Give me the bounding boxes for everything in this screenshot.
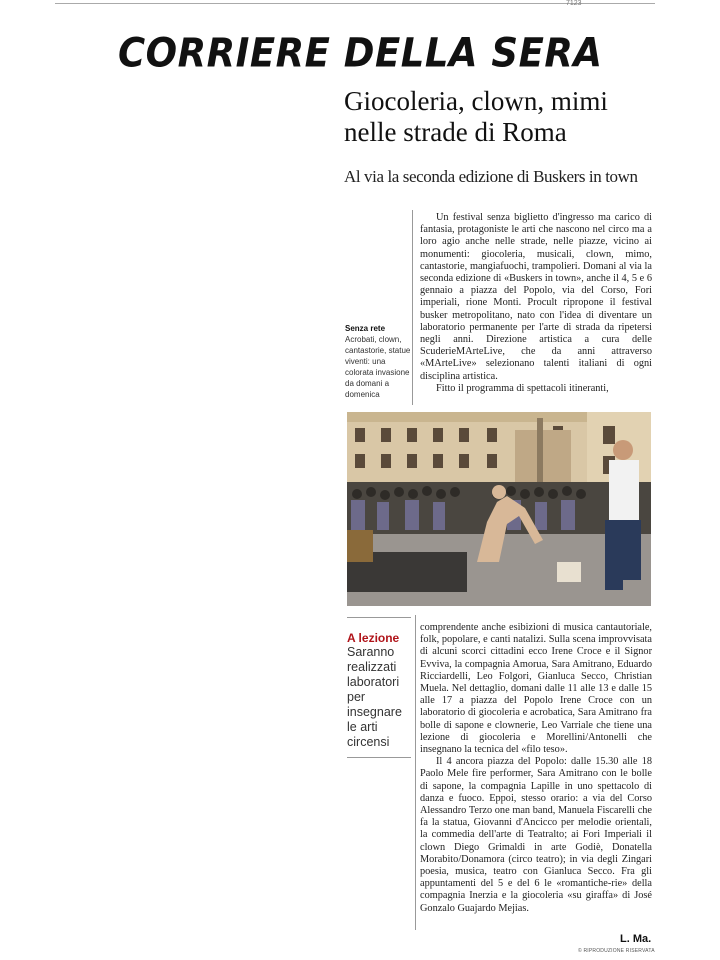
article-column-bottom <box>420 622 652 915</box>
photo-caption-text: Acrobati, clown, cantastorie, statue viventi: una colorata invasione da domani a domenica <box>345 335 411 399</box>
article-paragraph-3: Il 4 ancora piazza del Popolo: dalle 15.30 alle 18 Paolo Mele fire performer, Sara Amitrano con le bolle di sapone, la compagnia Lapille in uno spettacolo di danza e fuoco. Eppoi, stesso orario: a via del Corso Alessandro Terzo one man band, Manuela Fiscarelli che fa la statua, Giovanni d'Ancicco per melodie orientali, la commedia dell'arte di Teatralto; ai Fori Imperiali il clown Diego Grimaldi in arte Godiè, Donatella Morabito/Donamora (circo teatro); in via degli Zingari poesia, musica, teatro con Gianluca Secco. Fra gli appuntamenti del 5 e del 6 le «romantiche-rie» della compagnia Inerzia e la giocoleria «su giraffa» di José Gonzalo Guajardo Mejias. <box>420 756 652 914</box>
author-signature: L. Ma. <box>620 933 652 945</box>
photo-caption-title: Senza rete <box>345 324 386 333</box>
masthead-logo: CORRIERE DELLA SERA <box>118 30 603 77</box>
column-divider <box>412 210 413 405</box>
sidebar-top-rule <box>347 617 411 618</box>
photo-illustration <box>347 412 651 606</box>
headline-line-2: nelle strade di Roma <box>344 117 567 147</box>
street-performer-photo <box>347 412 651 606</box>
top-rule <box>55 3 655 4</box>
sidebar-text: Saranno realizzati laboratori per insegnare le arti circensi <box>347 645 402 749</box>
article-paragraph-1: Un festival senza biglietto d'ingresso ma carico di fantasia, protagoniste le arti che nascono nel circo ma a loro agio anche nelle strade, nelle piazze, vicino ai monumenti: giocoleria, musicali, clown, mimo, cantastorie, mangiafuochi, trampolieri. Domani al via la seconda edizione di «Buskers in town», anche il 4, 5 e 6 gennaio a piazza del Popolo, via del Corso, Fori imperiali, rione Monti. Procult ripropone il festival busker metropolitano, nato con l'idea di diventare un laboratorio permanente per l'arte di strada da ripetersi negli anni. Direzione artistica a cura delle ScuderieMArteLive, che da anni attraverso «MArteLive» selezionano talenti italiani di ogni disciplina artistica. <box>420 212 652 382</box>
article-column-top <box>420 212 652 395</box>
sidebar-title: A lezione <box>347 631 400 645</box>
headline <box>344 86 674 148</box>
page-mark: 7123 <box>566 0 582 7</box>
rights-notice: © RIPRODUZIONE RISERVATA <box>578 948 655 954</box>
article-paragraph-2-start: Fitto il programma di spettacoli itineranti, <box>436 382 609 394</box>
photo-caption <box>345 323 411 400</box>
sidebar-bottom-rule <box>347 757 411 758</box>
article-paragraph-2-cont: comprendente anche esibizioni di musica cantautoriale, folk, popolare, e canti natalizi. Sulla scena improvvisata di alcuni scorci cittadini ecco Irene Croce e il Signor Evviva, la compagnia Amorua, Sara Amitrano, Eduardo Ricciardelli, Leo Folgori, Gianluca Secco, Christian Muela. Nel dettaglio, domani dalle 11 alle 13 e dalle 15 alle 17 a piazza del Popolo Irene Croce con un laboratorio di giocoleria e acrobatica, Sara Amitrano fra bolle di sapone e clownerie, Leo Varriale che tiene una lezione di giocoleria e Morellini/Antonelli che insegnano la tecnica del «filo teso». <box>420 622 652 756</box>
column-divider-bottom <box>415 615 416 930</box>
subheadline: Al via la seconda edizione di Buskers in town <box>344 167 638 186</box>
headline-line-1: Giocoleria, clown, mimi <box>344 86 608 116</box>
